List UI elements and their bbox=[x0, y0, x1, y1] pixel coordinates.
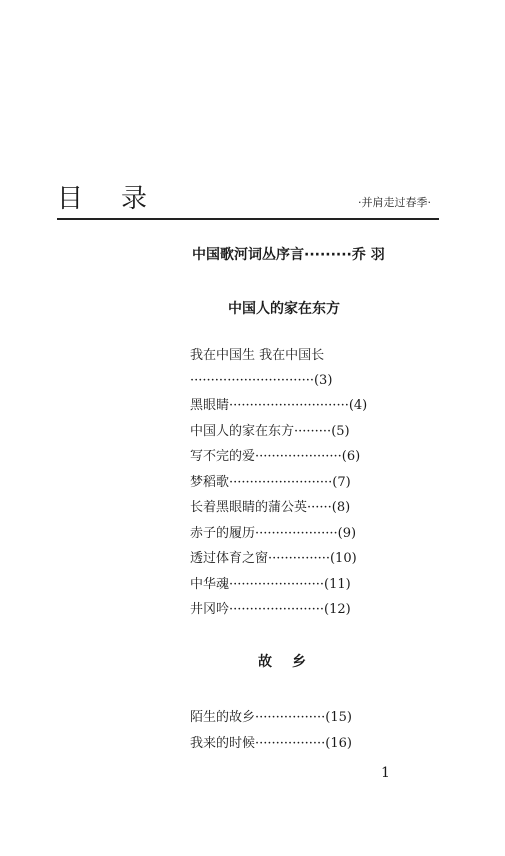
page-title: 目录 bbox=[57, 184, 186, 214]
toc-list bbox=[190, 343, 420, 623]
toc-entry: 中国人的家在东方·········(5) bbox=[190, 423, 350, 439]
toc-entry: 井冈吟·······················(12) bbox=[190, 602, 351, 617]
series-title: ·并肩走过春季· bbox=[358, 196, 431, 209]
section-heading: 中国人的家在东方 bbox=[228, 301, 340, 317]
toc-entry: 赤子的履历····················(9) bbox=[190, 525, 357, 541]
page-header bbox=[57, 182, 439, 222]
toc-entry: 陌生的故乡·················(15) bbox=[190, 710, 352, 725]
preface-entry: 中国歌河词丛序言·········乔 羽 bbox=[192, 247, 385, 263]
toc-entry: 透过体育之窗···············(10) bbox=[190, 551, 357, 566]
toc-entry: 写不完的爱·····················(6) bbox=[190, 449, 361, 464]
header-divider bbox=[57, 218, 439, 220]
toc-entry: 长着黑眼睛的蒲公英······(8) bbox=[190, 500, 351, 515]
toc-entry: 黑眼睛·····························(4) bbox=[190, 398, 368, 413]
page-number: 1 bbox=[381, 765, 390, 781]
toc-entry: 梦稻歌·························(7) bbox=[190, 474, 351, 490]
section-heading: 故乡 bbox=[258, 654, 326, 670]
toc-entry: 我在中国生 我在中国长 ······························(3) bbox=[190, 348, 333, 388]
toc-list bbox=[190, 705, 420, 756]
toc-entry: 我来的时候·················(16) bbox=[190, 735, 352, 751]
toc-entry: 中华魂·······················(11) bbox=[190, 576, 351, 592]
